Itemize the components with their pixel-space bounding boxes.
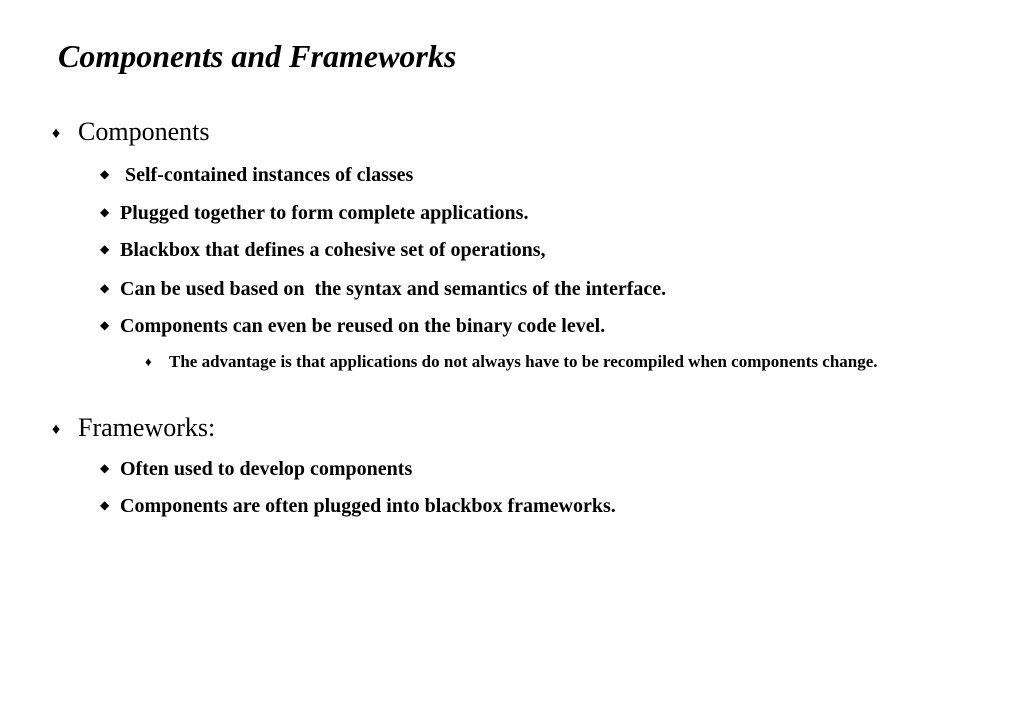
list-item-text: Often used to develop components	[120, 458, 413, 480]
list-item	[100, 162, 413, 187]
diamond-bullet-icon: ♦	[52, 125, 61, 142]
list-item	[100, 313, 605, 338]
list-item-text: Components can even be reused on the binary code level.	[120, 315, 606, 337]
slide-title: Components and Frameworks	[58, 38, 457, 74]
diamond-bullet-icon: ♦	[145, 354, 152, 369]
list-item-text: Can be used based on the syntax and semantics of the interface.	[120, 278, 667, 300]
list-item	[100, 237, 546, 262]
list-item	[100, 276, 666, 301]
section-heading-label: Components	[78, 117, 210, 146]
section-heading-label: Frameworks:	[78, 413, 216, 442]
list-item-text: Components are often plugged into blackbox frameworks.	[120, 495, 616, 517]
diamond-bullet-icon: ◆	[100, 167, 110, 181]
list-item-text: Self-contained instances of classes	[120, 164, 414, 186]
list-item	[100, 493, 616, 518]
diamond-bullet-icon: ◆	[100, 205, 110, 219]
section-heading-components	[52, 117, 209, 149]
diamond-bullet-icon: ◆	[100, 318, 110, 332]
list-item	[100, 456, 412, 481]
list-item-text: Blackbox that defines a cohesive set of operations,	[120, 239, 546, 261]
list-item	[100, 200, 528, 225]
sub-list-item	[145, 349, 975, 374]
sub-list-item-text: The advantage is that applications do not always have to be recompiled when components change.	[169, 352, 878, 371]
section-heading-frameworks	[52, 413, 215, 445]
list-item-text: Plugged together to form complete applications.	[120, 202, 529, 224]
diamond-bullet-icon: ◆	[100, 281, 110, 295]
diamond-bullet-icon: ♦	[52, 421, 61, 438]
diamond-bullet-icon: ◆	[100, 498, 110, 512]
diamond-bullet-icon: ◆	[100, 461, 110, 475]
diamond-bullet-icon: ◆	[100, 242, 110, 256]
